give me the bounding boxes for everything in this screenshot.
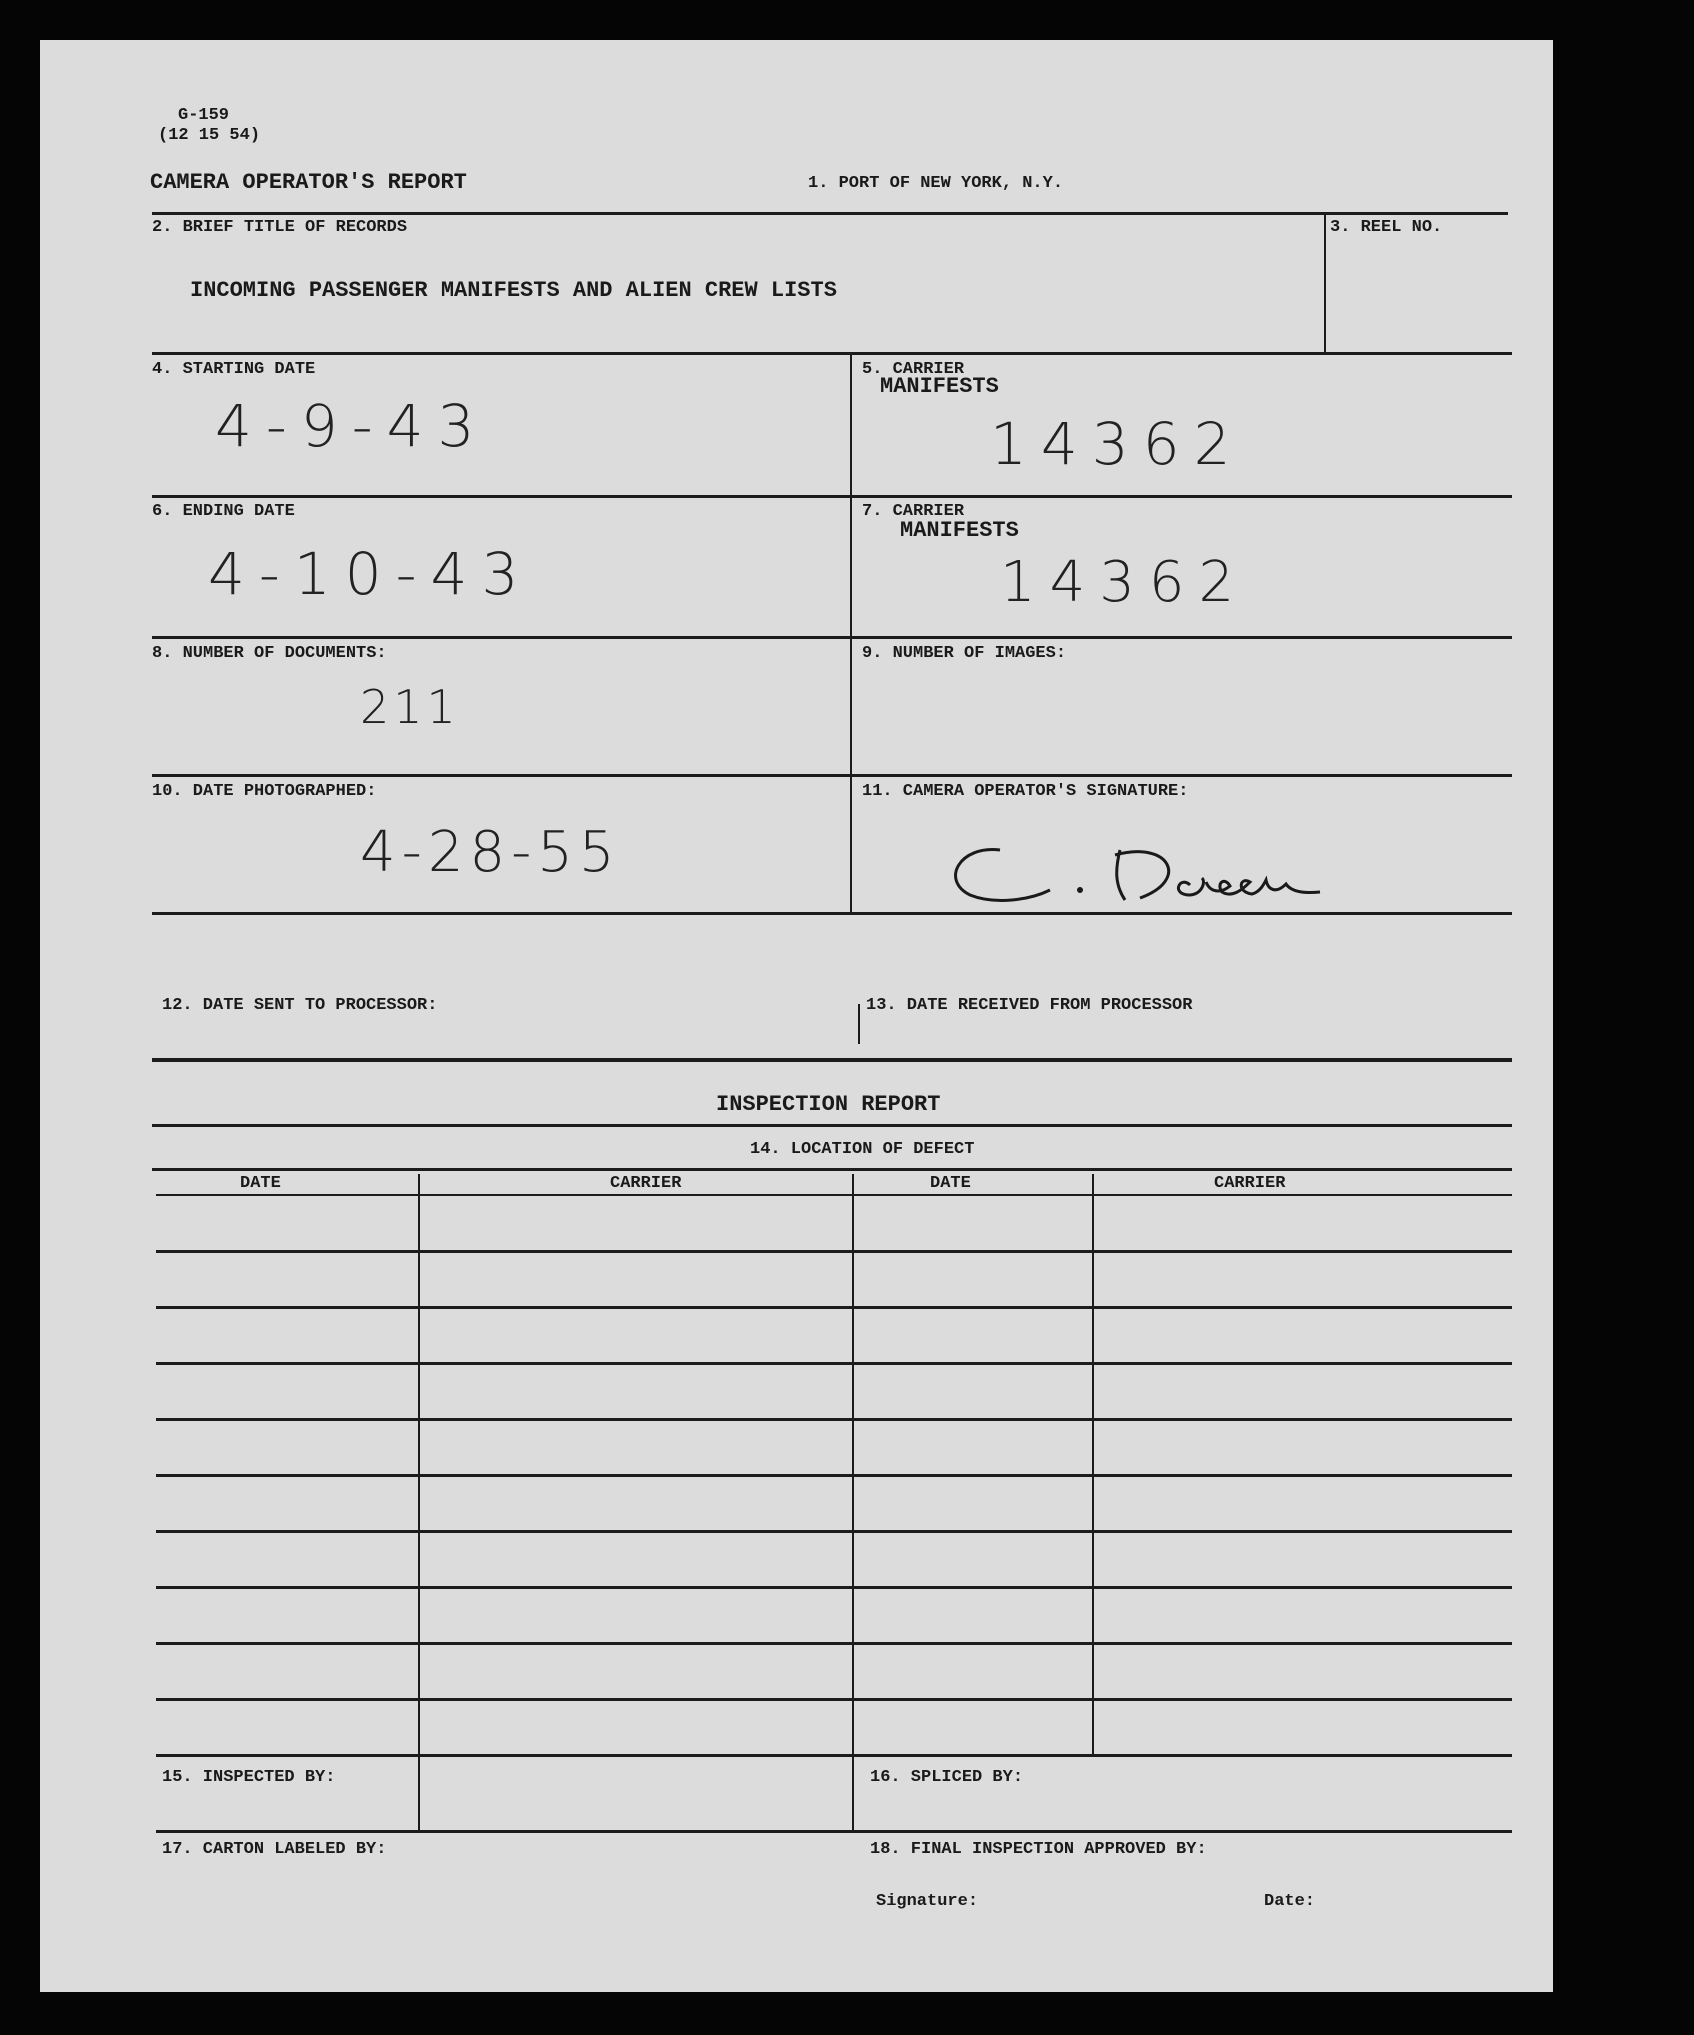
documents-label: 8. NUMBER OF DOCUMENTS: (152, 644, 387, 663)
rule (156, 1586, 1512, 1589)
carrier-end-type: MANIFESTS (900, 518, 1019, 543)
date-sent-label: 12. DATE SENT TO PROCESSOR: (162, 996, 438, 1015)
rule (152, 1124, 1512, 1127)
spliced-by-label: 16. SPLICED BY: (870, 1768, 1024, 1787)
rule (152, 212, 1508, 215)
rule (152, 912, 1512, 915)
form-code: G-159 (178, 106, 230, 125)
rule (156, 1474, 1512, 1477)
rule (152, 1168, 1512, 1171)
location-defect-label: 14. LOCATION OF DEFECT (750, 1140, 975, 1159)
rule (156, 1250, 1512, 1253)
signature-label: 11. CAMERA OPERATOR'S SIGNATURE: (862, 782, 1189, 801)
form-title: CAMERA OPERATOR'S REPORT (150, 170, 467, 195)
images-label: 9. NUMBER OF IMAGES: (862, 644, 1067, 663)
column-header-date: DATE (930, 1174, 971, 1193)
rule (156, 1362, 1512, 1365)
carton-labeled-label: 17. CARTON LABELED BY: (162, 1840, 387, 1859)
port-label: 1. PORT OF NEW YORK, N.Y. (808, 174, 1064, 193)
rule (156, 1418, 1512, 1421)
starting-date-value: 4-9-43 (215, 392, 489, 460)
final-inspection-label: 18. FINAL INSPECTION APPROVED BY: (870, 1840, 1207, 1859)
column-header-date: DATE (240, 1174, 281, 1193)
form-page (40, 40, 1553, 1992)
photographed-label: 10. DATE PHOTOGRAPHED: (152, 782, 377, 801)
documents-value: 211 (360, 680, 460, 734)
reel-number-label: 3. REEL NO. (1330, 218, 1443, 237)
rule (156, 1698, 1512, 1701)
records-title-value: INCOMING PASSENGER MANIFESTS AND ALIEN CREW LISTS (190, 278, 837, 303)
rule (152, 636, 1512, 639)
divider (1092, 1174, 1094, 1756)
carrier-start-value: 14362 (990, 410, 1245, 478)
column-header-carrier: CARRIER (610, 1174, 682, 1193)
ending-date-label: 6. ENDING DATE (152, 502, 295, 521)
rule (152, 774, 1512, 777)
date-field-label: Date: (1264, 1892, 1316, 1911)
operator-signature (940, 820, 1380, 920)
rule (156, 1306, 1512, 1309)
carrier-start-type: MANIFESTS (880, 374, 999, 399)
records-title-label: 2. BRIEF TITLE OF RECORDS (152, 218, 408, 237)
rule (156, 1642, 1512, 1645)
date-received-label: 13. DATE RECEIVED FROM PROCESSOR (866, 996, 1193, 1015)
rule (156, 1530, 1512, 1533)
rule (152, 352, 1512, 355)
inspected-by-label: 15. INSPECTED BY: (162, 1768, 336, 1787)
form-revision: (12 15 54) (158, 126, 261, 145)
divider (1324, 212, 1326, 352)
inspection-title: INSPECTION REPORT (716, 1092, 941, 1117)
divider (418, 1174, 420, 1830)
carrier-end-value: 14362 (1000, 550, 1249, 615)
photographed-value: 4-28-55 (360, 820, 621, 885)
carrier-start-label: 5. CARRIER (862, 360, 965, 379)
rule (156, 1194, 1512, 1196)
rule (152, 495, 1512, 498)
signature-field-label: Signature: (876, 1892, 979, 1911)
rule (156, 1830, 1512, 1833)
rule (156, 1754, 1512, 1757)
divider (852, 1174, 854, 1830)
starting-date-label: 4. STARTING DATE (152, 360, 316, 379)
column-header-carrier: CARRIER (1214, 1174, 1286, 1193)
divider (858, 1004, 860, 1044)
divider (850, 352, 852, 912)
ending-date-value: 4-10-43 (208, 540, 533, 608)
rule (152, 1058, 1512, 1062)
carrier-end-label: 7. CARRIER (862, 502, 965, 521)
